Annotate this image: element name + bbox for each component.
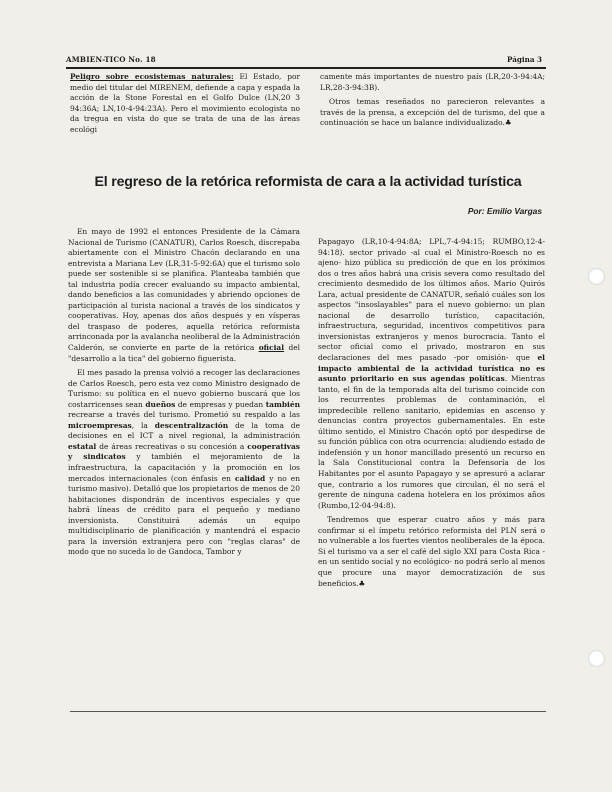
paragraph-text: de empresas y puedan	[175, 399, 266, 409]
previous-article-column-right	[320, 72, 545, 129]
emphasis-text: microempresas	[68, 420, 132, 430]
previous-article-column-left	[70, 72, 300, 146]
paragraph-text: En mayo de 1992 el entonces Presidente de la Cámara Nacional de Turismo (CANATUR), Carlos Roesch, discrepaba abiertamente con el Ministro Chacón declarando en una entrevista a Mariana Lev (LR,31-5-92:6A) que el turismo solo puede ser sostenible si se planifica. Planteaba también que tal industria podía crecer evaluando su impacto ambiental, dando beneficios a las comunidades y abriendo opciones de participación al turista nacional a través de los sindicatos y cooperativas. Hoy, apenas dos años después y en vísperas del traspaso de poderes, aquella retórica reformista arrinconada por la avalancha neoliberal de la Administración Calderón, se convierte en parte de la retórica	[68, 227, 300, 353]
page-number: Página 3	[507, 55, 543, 64]
emphasis-text: también	[265, 399, 300, 409]
emphasis-text: dueños	[145, 399, 176, 409]
paragraph-text: , la	[131, 420, 155, 430]
previous-article-paragraph: camente más importantes de nuestro país (LR,20-3-94:4A; LR,28-3-94:3B).	[320, 72, 545, 92]
paragraph-text: y también el mejoramiento de la infraestructura, la capacitación y la promoción en los mercados internacionales (con énfasis en	[68, 452, 300, 483]
paragraph-text: Otros temas reseñados no parecieron relevantes a través de la prensa, a excepción del de turismo, del que a continuación se hace un balance individualizado.	[320, 97, 545, 128]
article-title: El regreso de la retórica reformista de cara a la actividad turística	[94, 174, 522, 190]
section-lead: Peligro sobre ecosistemas naturales:	[70, 72, 234, 81]
paragraph-text: El mes pasado la prensa volvió a recoger las declaraciones de Carlos Roesch, pero esta vez como Ministro designado de Turismo: su política en el nuevo gobierno buscará que los costarricenses sean	[68, 368, 300, 409]
binder-hole-icon	[588, 268, 605, 285]
paragraph-text: del "desarrollo a la tica" del gobierno figuerista.	[68, 343, 300, 363]
emphasis-text: cooperativas y sindicatos	[68, 441, 300, 462]
emphasis-text: el impacto ambiental de la actividad turística no es asunto prioritario en sus agendas políticas	[318, 353, 545, 384]
footer-rule	[70, 711, 546, 712]
binder-hole-icon	[588, 650, 605, 667]
article-column-right	[318, 237, 545, 589]
end-mark-icon: ♣	[358, 578, 366, 588]
article-author: Por: Emilio Vargas	[467, 206, 542, 216]
paragraph-text: de la toma de decisiones en el ICT a nivel regional, la administración	[68, 420, 300, 441]
article-paragraph	[318, 515, 545, 589]
article-paragraph	[68, 368, 300, 558]
paragraph-text: recrearse a través del turismo. Prometió su respaldo a las	[68, 410, 300, 420]
newsletter-issue-header: AMBIEN-TICO No. 18	[66, 55, 156, 64]
end-mark-icon: ♣	[504, 118, 512, 128]
paragraph-text: Tendremos que esperar cuatro años y más para confirmar si el ímpetu retórico reformista del PLN será o no vulnerable a los fuertes vientos neoliberales de la época. Si el turismo va a ser el café del siglo XXI para Costa Rica -en un sentido social y no ecológico- no podrá serlo al menos que procure una mayor democratización de sus beneficios.	[318, 515, 545, 588]
paragraph-text: y no en turismo masivo). Detalló que los propietarios de menos de 20 habitaciones dispondrán de incentivos especiales y que habrá líneas de crédito para el pequeño y mediano inversionista. Constituirá además un equipo multidisciplinario de planificación y mantendrá el espacio para la inversión extranjera pero con "reglas claras" de modo que no suceda lo de Gandoca, Tambor y	[68, 473, 300, 557]
header-rule	[66, 67, 546, 69]
paragraph-text: . Mientras tanto, el fin de la temporada alta del turismo coincide con los recurrentes problemas de contaminación, el impredecible relleno sanitario, epidemias en ascenso y denuncias contra proyectos gubernamentales. En este último sentido, el Ministro Chacón optó por despedirse de su función pública con otra ocurrencia: aludiendo estado de indefensión y un honor mancillado presentó un recurso en la Sala Constitucional contra la Defensoría de los Habitantes por el asunto Papagayo y se apresuró a aclarar que, contrario a los rumores que circulan, él no será el gerente de ninguna cadena hotelera en los próximos años (Rumbo,12-04-94:8).	[318, 374, 545, 510]
emphasis-text: calidad	[234, 473, 266, 483]
article-column-left	[68, 227, 300, 558]
paragraph-text: de áreas recreativas o su concesión a	[96, 441, 248, 451]
article-paragraph	[68, 227, 300, 364]
previous-article-paragraph	[320, 97, 545, 129]
emphasis-text: descentralización	[154, 420, 229, 430]
previous-article-paragraph	[70, 72, 300, 135]
paragraph-text: El Estado, por medio del titular del MIRENEM, defiende a capa y espada la acción de la Stone Forestal en el Golfo Dulce (LN,20 3 94:36A; LN,10-4-94:23A). Pero el movimiento ecologista no da tregua en vista do que se trata de una de las áreas ecológi	[70, 72, 300, 134]
emphasis-text: oficial	[258, 343, 285, 353]
article-paragraph	[318, 237, 545, 511]
emphasis-text: estatal	[68, 441, 97, 451]
paragraph-text: Papagayo (LR,10-4-94:8A; LPL,7-4-94:15; RUMBO,12-4-94:18). sector privado -al cual el Ministro-Roesch no es ajeno- hizo pública su predicción de que en los próximos dos o tres años habrá una crisis severa como resultado del crecimiento desmedido de los últimos años. Mario Quirós Lara, actual presidente de CANATUR, señaló cuáles son los aspectos "insoslayables" para el nuevo gobierno: un plan nacional de desarrollo turístico, capacitación, infraestructura, seguridad, incentivos competitivos para inversionistas extranjeros y menos burocracia. Tanto el sector oficial como el privado, mostraron en sus declaraciones del mes pasado -por omisión- que	[318, 237, 545, 363]
